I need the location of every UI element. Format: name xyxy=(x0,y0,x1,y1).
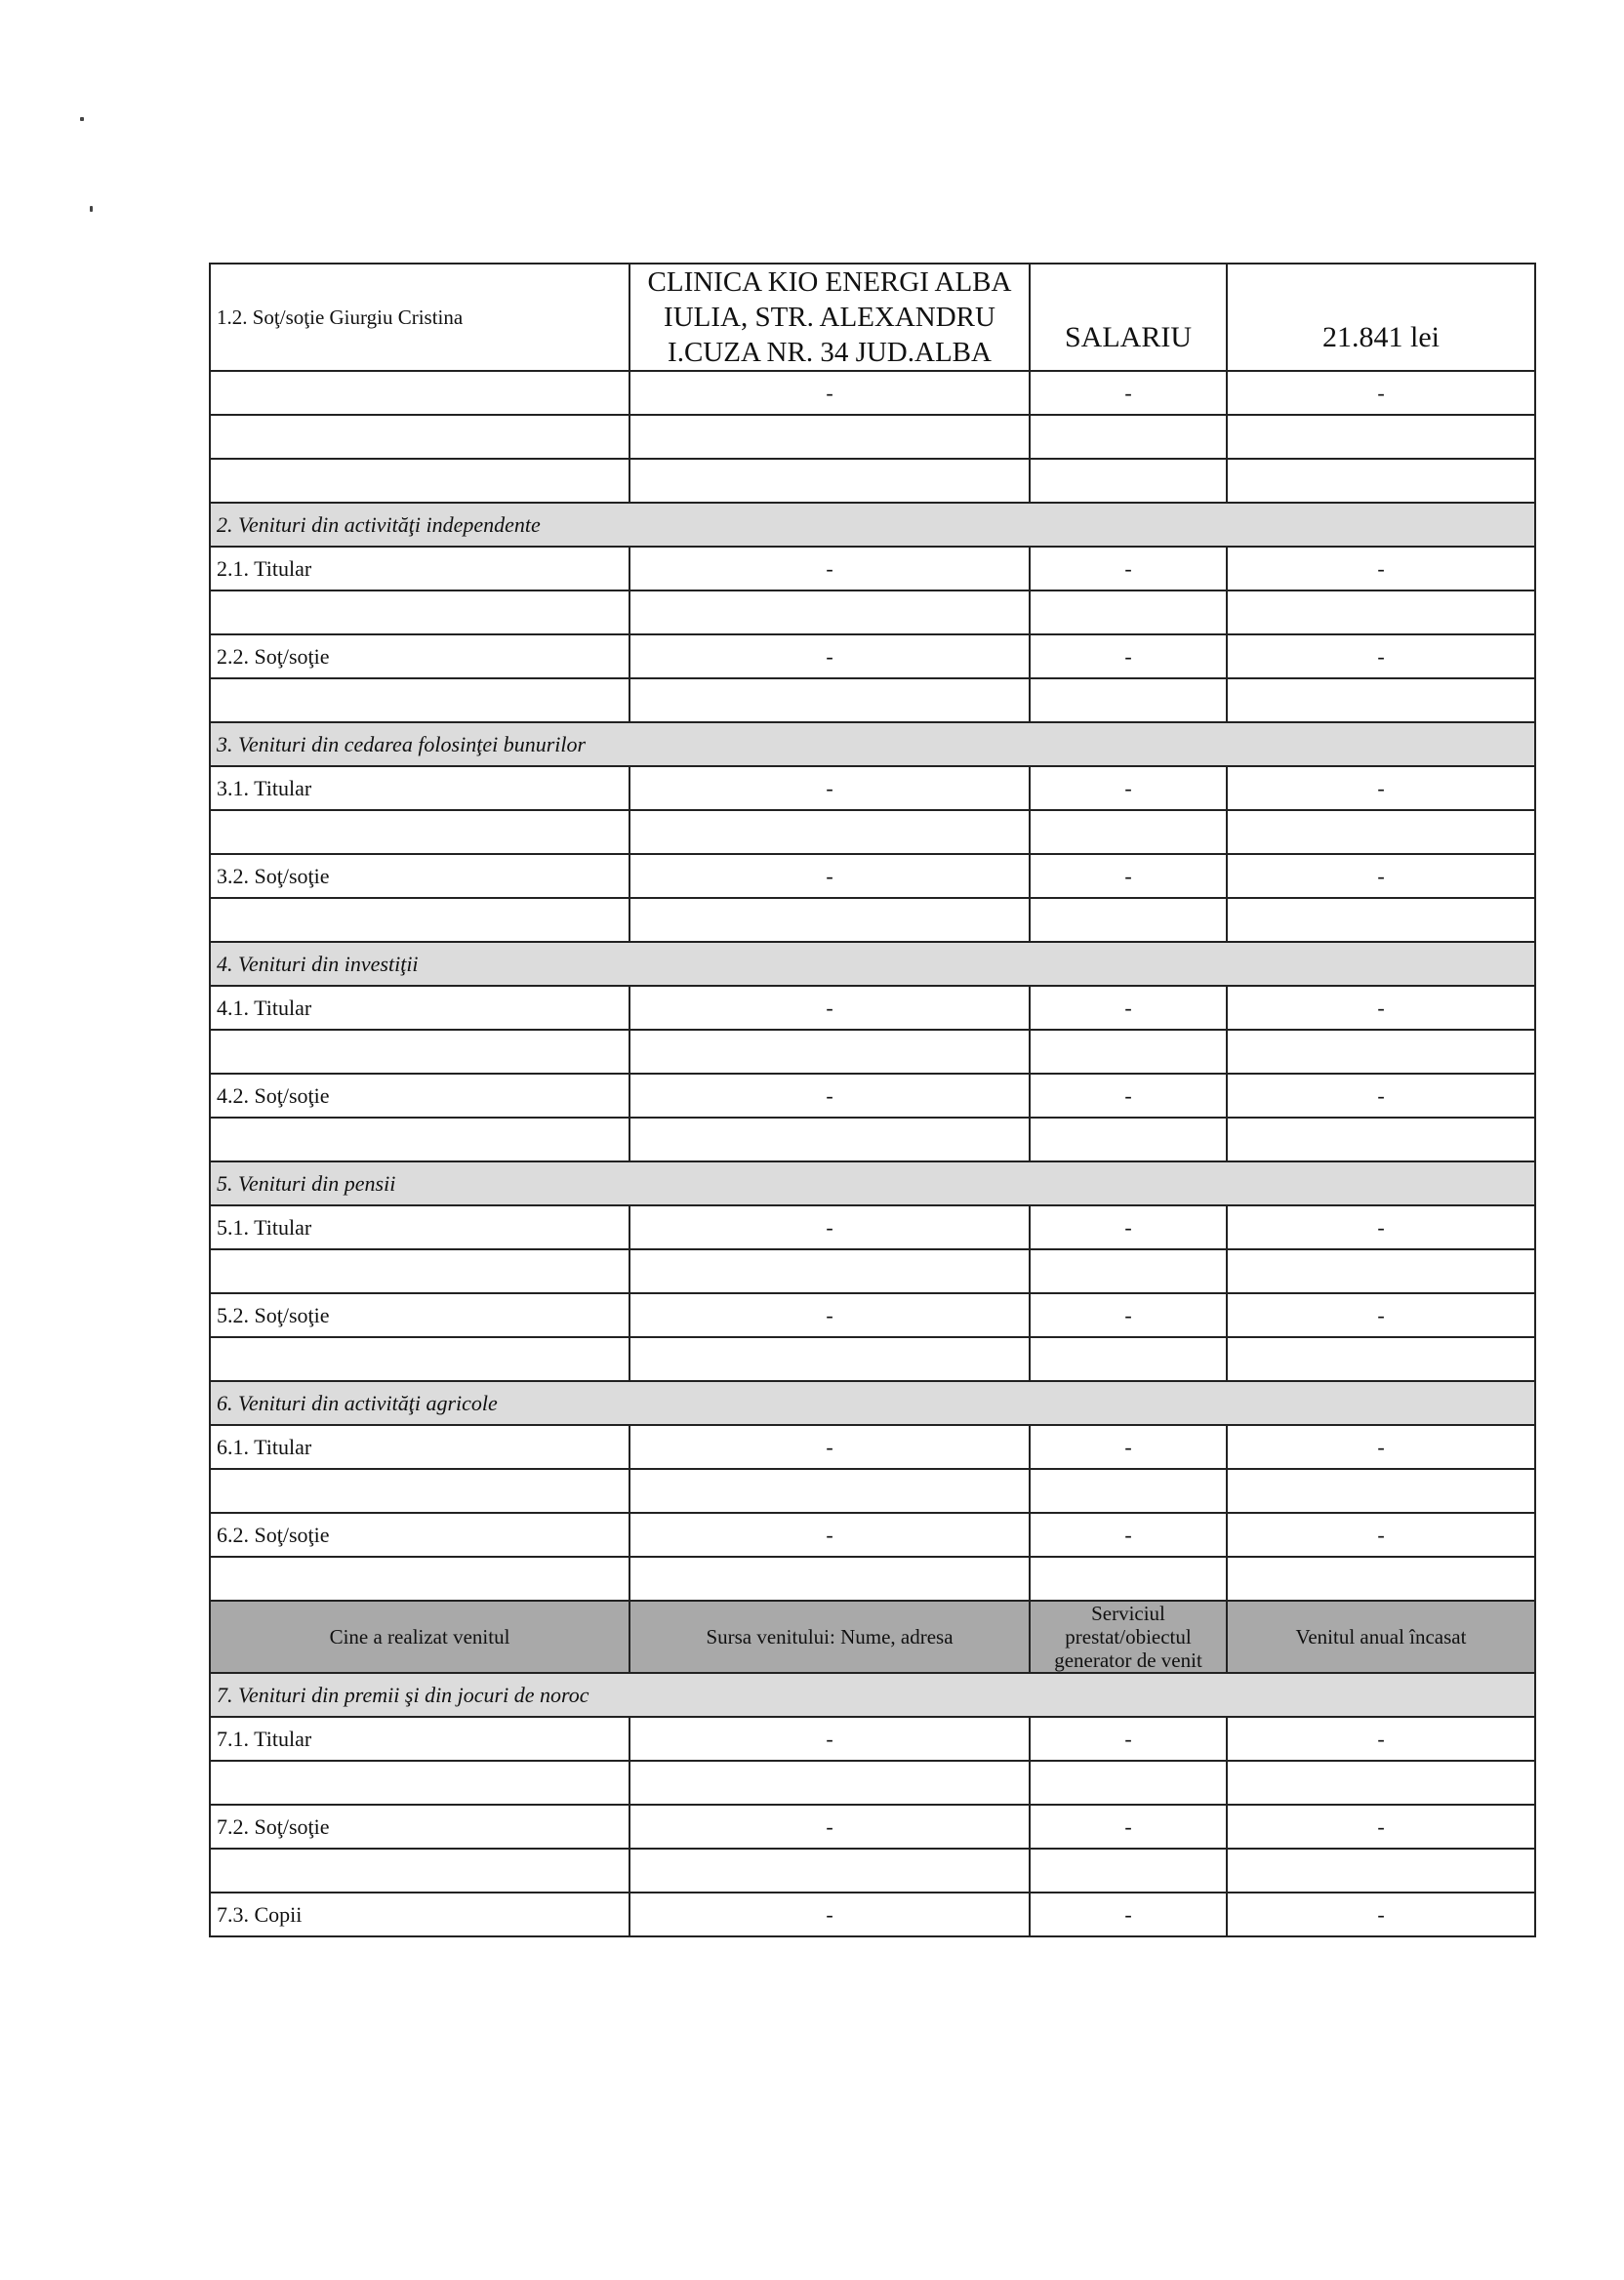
dash-cell: - xyxy=(629,766,1030,810)
dash-cell: - xyxy=(1030,766,1227,810)
income-table xyxy=(209,263,1536,1937)
table-row xyxy=(210,1761,1535,1805)
section-4-header xyxy=(210,942,1535,986)
column-header-row xyxy=(210,1601,1535,1673)
row-label: 3.1. Titular xyxy=(210,766,629,810)
header-income: Venitul anual încasat xyxy=(1227,1601,1535,1673)
dash-cell: - xyxy=(1030,986,1227,1030)
dash-cell: - xyxy=(1227,547,1535,590)
row-label: 7.2. Soţ/soţie xyxy=(210,1805,629,1849)
table-row xyxy=(210,1893,1535,1936)
dash-cell: - xyxy=(629,371,1030,415)
row-label: 5.2. Soţ/soţie xyxy=(210,1293,629,1337)
dash-cell: - xyxy=(629,854,1030,898)
section-6-header xyxy=(210,1381,1535,1425)
row-label: 6.2. Soţ/soţie xyxy=(210,1513,629,1557)
section-5-header xyxy=(210,1161,1535,1205)
table-row xyxy=(210,1030,1535,1074)
scan-speck xyxy=(90,206,93,212)
section-title: 2. Venituri din activităţi independente xyxy=(210,503,1535,547)
table-row xyxy=(210,678,1535,722)
row-label: 4.2. Soţ/soţie xyxy=(210,1074,629,1118)
row-label: 6.1. Titular xyxy=(210,1425,629,1469)
income-source: CLINICA KIO ENERGI ALBA IULIA, STR. ALEXANDRU I.CUZA NR. 34 JUD.ALBA xyxy=(629,264,1030,371)
dash-cell: - xyxy=(629,1074,1030,1118)
table-row xyxy=(210,1849,1535,1893)
table-row xyxy=(210,810,1535,854)
dash-cell: - xyxy=(1227,854,1535,898)
dash-cell: - xyxy=(1030,854,1227,898)
table-row xyxy=(210,1557,1535,1601)
section-title: 4. Venituri din investiţii xyxy=(210,942,1535,986)
dash-cell: - xyxy=(1227,1717,1535,1761)
section-3-header xyxy=(210,722,1535,766)
table-row xyxy=(210,898,1535,942)
dash-cell: - xyxy=(1227,986,1535,1030)
dash-cell: - xyxy=(629,1513,1030,1557)
table-row xyxy=(210,634,1535,678)
row-label: 3.2. Soţ/soţie xyxy=(210,854,629,898)
dash-cell: - xyxy=(629,547,1030,590)
dash-cell: - xyxy=(629,986,1030,1030)
header-service: Serviciul prestat/obiectul generator de venit xyxy=(1030,1601,1227,1673)
dash-cell: - xyxy=(1030,1893,1227,1936)
table-row xyxy=(210,1293,1535,1337)
dash-cell: - xyxy=(1030,1513,1227,1557)
row-label: 1.2. Soţ/soţie Giurgiu Cristina xyxy=(210,264,629,371)
dash-cell: - xyxy=(629,1805,1030,1849)
service-provided: SALARIU xyxy=(1030,264,1227,371)
dash-cell: - xyxy=(1227,766,1535,810)
dash-cell: - xyxy=(1227,1074,1535,1118)
dash-cell: - xyxy=(1030,634,1227,678)
dash-cell: - xyxy=(1030,1074,1227,1118)
section-title: 5. Venituri din pensii xyxy=(210,1161,1535,1205)
dash-cell: - xyxy=(1227,1205,1535,1249)
dash-cell: - xyxy=(1227,1893,1535,1936)
row-1-2-spouse xyxy=(210,264,1535,371)
dash-cell: - xyxy=(1227,634,1535,678)
table-row xyxy=(210,590,1535,634)
table-row xyxy=(210,1249,1535,1293)
table-row xyxy=(210,459,1535,503)
table-row xyxy=(210,1205,1535,1249)
table-row xyxy=(210,986,1535,1030)
table-row xyxy=(210,1118,1535,1161)
annual-income: 21.841 lei xyxy=(1227,264,1535,371)
table-row xyxy=(210,1513,1535,1557)
dash-cell: - xyxy=(1030,1717,1227,1761)
row-label: 7.3. Copii xyxy=(210,1893,629,1936)
dash-cell: - xyxy=(1227,1513,1535,1557)
table-row xyxy=(210,415,1535,459)
table-row xyxy=(210,1805,1535,1849)
dash-cell: - xyxy=(1030,1805,1227,1849)
row-label: 4.1. Titular xyxy=(210,986,629,1030)
dash-cell: - xyxy=(629,1293,1030,1337)
header-source: Sursa venitului: Nume, adresa xyxy=(629,1601,1030,1673)
section-2-header xyxy=(210,503,1535,547)
table-row xyxy=(210,1074,1535,1118)
table-row xyxy=(210,1717,1535,1761)
table-row xyxy=(210,371,1535,415)
dash-cell: - xyxy=(629,1205,1030,1249)
section-title: 7. Venituri din premii şi din jocuri de noroc xyxy=(210,1673,1535,1717)
dash-cell: - xyxy=(629,1717,1030,1761)
table-row xyxy=(210,1337,1535,1381)
dash-cell: - xyxy=(1227,1805,1535,1849)
dash-cell: - xyxy=(1030,371,1227,415)
dash-cell: - xyxy=(629,1425,1030,1469)
dash-cell: - xyxy=(1227,1425,1535,1469)
table-row xyxy=(210,1469,1535,1513)
table-row xyxy=(210,1425,1535,1469)
table-row xyxy=(210,854,1535,898)
table-row xyxy=(210,766,1535,810)
scan-speck xyxy=(80,117,84,121)
dash-cell: - xyxy=(1227,371,1535,415)
dash-cell: - xyxy=(1227,1293,1535,1337)
dash-cell: - xyxy=(1030,1293,1227,1337)
row-label: 2.1. Titular xyxy=(210,547,629,590)
header-who: Cine a realizat venitul xyxy=(210,1601,629,1673)
row-label: 7.1. Titular xyxy=(210,1717,629,1761)
dash-cell: - xyxy=(629,1893,1030,1936)
dash-cell: - xyxy=(1030,1205,1227,1249)
dash-cell: - xyxy=(1030,1425,1227,1469)
table-row xyxy=(210,547,1535,590)
section-7-header xyxy=(210,1673,1535,1717)
dash-cell: - xyxy=(629,634,1030,678)
section-title: 6. Venituri din activităţi agricole xyxy=(210,1381,1535,1425)
dash-cell: - xyxy=(1030,547,1227,590)
row-label: 2.2. Soţ/soţie xyxy=(210,634,629,678)
section-title: 3. Venituri din cedarea folosinţei bunurilor xyxy=(210,722,1535,766)
row-label: 5.1. Titular xyxy=(210,1205,629,1249)
